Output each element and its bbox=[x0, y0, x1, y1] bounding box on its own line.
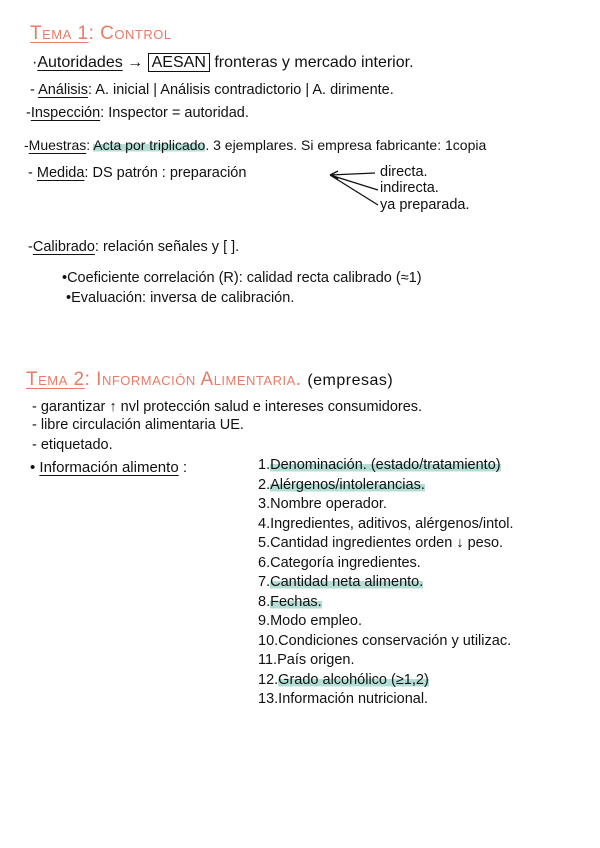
item-text: Ingredientes, aditivos, alérgenos/intol. bbox=[270, 515, 514, 532]
inspeccion-label: Inspección bbox=[30, 105, 101, 121]
item-number: 12. bbox=[258, 671, 279, 688]
list-item bbox=[258, 494, 387, 514]
medida-line: - Medida: DS patrón : preparación bbox=[28, 165, 247, 181]
analisis-label: Análisis bbox=[38, 82, 89, 98]
item-number: 4. bbox=[258, 515, 271, 532]
item-text: Nombre operador. bbox=[270, 496, 387, 512]
calibrado-bullet: •Evaluación: inversa de calibración. bbox=[66, 290, 295, 306]
autoridades-line: ·Autoridades → AESAN fronteras y mercado interior. bbox=[32, 54, 414, 71]
bullet-text: Evaluación: inversa de calibración. bbox=[71, 290, 295, 306]
item-text: Fechas. bbox=[270, 593, 322, 610]
tema2-bullet: - etiquetado. bbox=[32, 437, 113, 453]
item-text: Información nutricional. bbox=[278, 691, 429, 707]
inspeccion-text: : Inspector = autoridad. bbox=[100, 105, 249, 121]
analisis-text: : A. inicial | Análisis contradictorio | A. dirimente. bbox=[88, 82, 394, 98]
tema2-bullet: - libre circulación alimentaria UE. bbox=[32, 417, 244, 433]
list-item bbox=[258, 572, 423, 592]
branch-indirecta: indirecta. bbox=[380, 180, 439, 196]
list-item bbox=[258, 592, 322, 612]
item-number: 13. bbox=[258, 691, 279, 707]
item-text: Grado alcohólico (≥1,2) bbox=[278, 671, 429, 688]
item-number: 9. bbox=[258, 613, 271, 629]
item-number: 10. bbox=[258, 632, 279, 649]
tema1-number: Tema 1 bbox=[30, 23, 89, 44]
item-text: Modo empleo. bbox=[270, 613, 362, 629]
list-item bbox=[258, 631, 511, 651]
tema2-title bbox=[26, 370, 393, 391]
muestras-text: . 3 ejemplares. Si empresa fabricante: 1copia bbox=[205, 137, 487, 153]
muestras-sep: : bbox=[86, 137, 94, 153]
tema2-note: (empresas) bbox=[307, 372, 394, 389]
item-number: 7. bbox=[258, 574, 271, 590]
list-item bbox=[258, 475, 425, 495]
list-item bbox=[258, 553, 421, 573]
tema2-number: Tema 2 bbox=[26, 369, 85, 390]
tema2-title-text: : Información Alimentaria. bbox=[84, 369, 302, 390]
tema2-bullet: - garantizar ↑ nvl protección salud e intereses consumidores. bbox=[32, 399, 423, 415]
list-item bbox=[258, 455, 501, 475]
info-alimento-line: • Información alimento : bbox=[30, 459, 187, 476]
item-number: 2. bbox=[258, 476, 271, 493]
autoridades-label: Autoridades bbox=[37, 54, 123, 71]
branch-directa: directa. bbox=[380, 164, 428, 180]
item-text: Cantidad neta alimento. bbox=[270, 574, 424, 590]
autoridades-text: fronteras y mercado interior. bbox=[214, 54, 414, 71]
item-text: Denominación. (estado/tratamiento) bbox=[270, 457, 501, 473]
list-item bbox=[258, 514, 514, 534]
list-item bbox=[258, 611, 362, 631]
calibrado-bullet: •Coeficiente correlación (R): calidad recta calibrado (≈1) bbox=[62, 270, 422, 286]
item-text: Condiciones conservación y utilizac. bbox=[278, 632, 512, 649]
list-item bbox=[258, 650, 354, 670]
medida-label: Medida bbox=[36, 165, 85, 181]
item-number: 6. bbox=[258, 554, 271, 571]
info-alimento-label: Información alimento bbox=[39, 459, 179, 476]
arrow-icon: → bbox=[127, 54, 144, 71]
item-number: 8. bbox=[258, 593, 271, 610]
calibrado-line: -Calibrado: relación señales y [ ]. bbox=[28, 239, 240, 255]
branch-ya-preparada: ya preparada. bbox=[380, 197, 470, 213]
list-item bbox=[258, 689, 428, 709]
analisis-line: - Análisis: A. inicial | Análisis contradictorio | A. dirimente. bbox=[30, 82, 394, 98]
list-item bbox=[258, 533, 503, 553]
item-number: 3. bbox=[258, 496, 271, 512]
calibrado-label: Calibrado bbox=[32, 239, 95, 255]
item-text: Cantidad ingredientes orden ↓ peso. bbox=[270, 535, 504, 551]
item-text: Alérgenos/intolerancias. bbox=[270, 476, 425, 493]
item-text: País origen. bbox=[277, 652, 355, 668]
aesan-box: AESAN bbox=[148, 53, 210, 72]
item-number: 1. bbox=[258, 457, 271, 473]
calibrado-text: : relación señales y [ ]. bbox=[94, 239, 240, 255]
muestras-line: -Muestras: Acta por triplicado. 3 ejemplares. Si empresa fabricante: 1copia bbox=[24, 137, 487, 153]
muestras-highlight: Acta por triplicado bbox=[93, 137, 206, 153]
bullet-text: Coeficiente correlación (R): calidad recta calibrado (≈1) bbox=[67, 270, 422, 286]
list-item bbox=[258, 670, 429, 690]
tema1-title-text: : Control bbox=[88, 23, 172, 44]
muestras-label: Muestras bbox=[28, 137, 87, 153]
item-number: 5. bbox=[258, 535, 271, 551]
item-number: 11. bbox=[258, 652, 278, 668]
item-text: Categoría ingredientes. bbox=[270, 554, 421, 571]
inspeccion-line: -Inspección: Inspector = autoridad. bbox=[26, 105, 249, 121]
medida-text: : DS patrón : preparación bbox=[84, 165, 247, 181]
